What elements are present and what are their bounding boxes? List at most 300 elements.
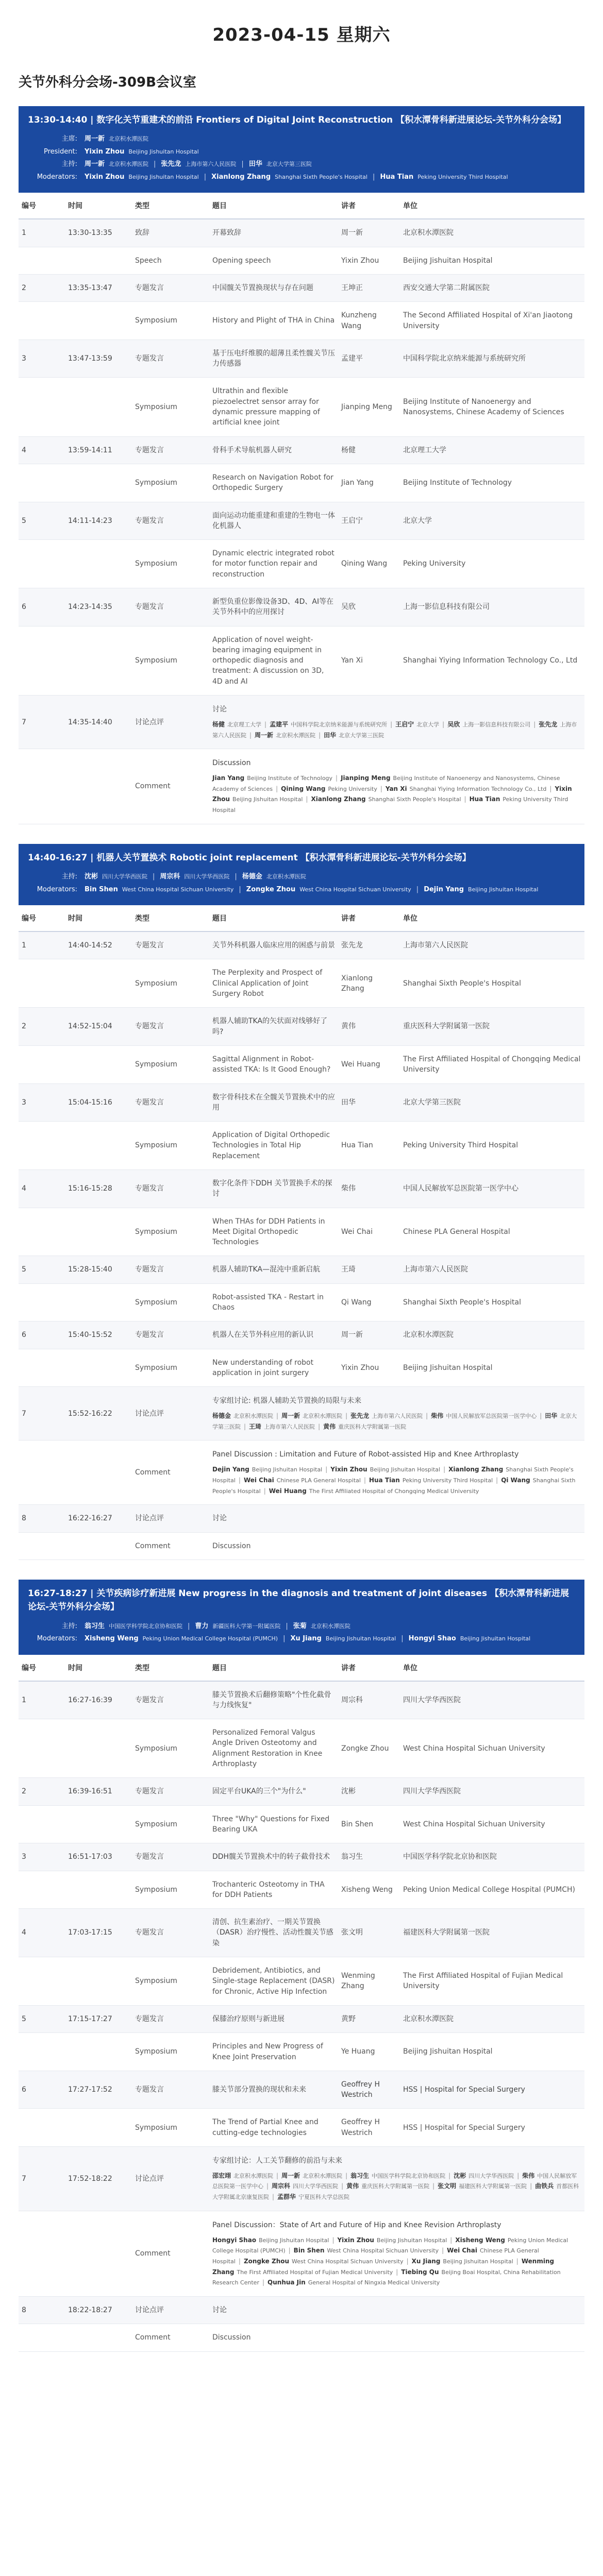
role-label: 主持: (61, 1622, 77, 1630)
session-role-row (28, 172, 575, 182)
cell-unit: Shanghai Sixth People's Hospital (400, 959, 584, 1008)
person-name: 杨德金 (212, 1412, 231, 1420)
person (281, 1412, 342, 1419)
person-affiliation: Beijing Boai Hospital, China Rehabilitation Research Center (212, 2268, 561, 2286)
person (438, 2182, 527, 2190)
table-row (19, 1208, 584, 1256)
person (293, 1622, 350, 1630)
person-affiliation: Beijing Jishuitan Hospital (468, 886, 539, 893)
person-name: Xianlong Zhang (211, 173, 271, 181)
person-affiliation: 上海市第六人民医院 (264, 1423, 315, 1430)
cell-topic: Three "Why" Questions for Fixed Bearing UKA (209, 1805, 338, 1843)
cell-unit: 北京大学第三医院 (400, 1083, 584, 1122)
cell-topic: Ultrathin and flexible piezoelectret sensor array for dynamic pressure mapping of artificial knee joint (209, 378, 338, 436)
separator: | (262, 2279, 265, 2286)
cell-no (19, 2211, 65, 2296)
cell-unit: Beijing Jishuitan Hospital (400, 2033, 584, 2071)
table-row (19, 464, 584, 502)
cell-topic: The Trend of Partial Knee and cutting-edge technologies (209, 2109, 338, 2147)
cell-discussion (209, 696, 584, 749)
cell-type: 专题发言 (132, 1170, 209, 1208)
table-row (19, 302, 584, 340)
cell-unit: 西安交通大学第二附属医院 (400, 274, 584, 301)
table-row (19, 2071, 584, 2109)
role-people (85, 134, 575, 144)
cell-time: 18:22-18:27 (65, 2297, 132, 2324)
separator: | (263, 1487, 266, 1495)
table-row (19, 274, 584, 301)
cell-unit: Beijing Institute of Technology (400, 464, 584, 502)
person-affiliation: General Hospital of Ningxia Medical University (308, 2279, 440, 2286)
separator: | (188, 1622, 190, 1630)
person (412, 2258, 513, 2265)
cell-no (19, 1532, 65, 1560)
cell-topic: Research on Navigation Robot for Orthopedic Surgery (209, 464, 338, 502)
person-name: 周一新 (255, 731, 274, 739)
separator: | (154, 160, 156, 168)
cell-discussion (209, 749, 584, 824)
cell-no (19, 1871, 65, 1909)
person-name: Zongke Zhou (246, 885, 296, 893)
cell-topic: Application of novel weight-bearing imaging equipment in orthopedic diagnosis and treatment: A discussion on 3D, 4D and AI (209, 626, 338, 695)
person (369, 1477, 493, 1484)
cell-unit: 中国科学院北京纳米能源与系统研究所 (400, 340, 584, 378)
cell-speaker: Wenming Zhang (338, 1957, 400, 2006)
person-name: 田华 (545, 1412, 558, 1420)
person-affiliation: Beijing Jishuitan Hospital (376, 2236, 447, 2244)
person (212, 1466, 322, 1473)
cell-time (65, 1283, 132, 1321)
person-affiliation: 福建医科大学附属第一医院 (459, 2183, 527, 2190)
column-header-unit: 单位 (400, 1655, 584, 1681)
cell-unit: The First Affiliated Hospital of Chongqing Medical University (400, 1045, 584, 1083)
cell-topic: 膝关节置换术后翻修策略"个性化截骨与力线恢复" (209, 1681, 338, 1719)
session-block (19, 106, 584, 824)
table-row (19, 436, 584, 464)
person-name: Xianlong Zhang (448, 1466, 504, 1473)
cell-no: 8 (19, 2297, 65, 2324)
cell-unit: 北京理工大学 (400, 436, 584, 464)
person-name: Hua Tian (369, 1476, 400, 1484)
cell-speaker: 张文明 (338, 1909, 400, 1957)
separator: | (332, 2236, 334, 2244)
cell-time: 13:47-13:59 (65, 340, 132, 378)
cell-type: 致辞 (132, 219, 209, 247)
cell-unit (400, 2324, 584, 2351)
table-row (19, 1957, 584, 2006)
cell-speaker: 翁习生 (338, 1843, 400, 1871)
cell-topic: 清创、抗生素治疗、一期关节置换（DASR）治疗慢性、活动性髋关节感染 (209, 1909, 338, 1957)
cell-unit: 重庆医科大学附属第一医院 (400, 1008, 584, 1046)
session-header (19, 844, 584, 905)
session-block (19, 844, 584, 1560)
cell-topic: 讨论 (209, 2297, 338, 2324)
person-affiliation: Beijing Jishuitan Hospital (128, 148, 199, 155)
cell-type: 专题发言 (132, 502, 209, 540)
separator: | (390, 720, 393, 728)
cell-topic: 新型负重位影像设备3D、4D、AI等在关节外科中的应用探讨 (209, 588, 338, 626)
person-affiliation: 北京大学第三医院 (212, 1413, 577, 1430)
person-name: Wei Huang (269, 1487, 307, 1495)
person-affiliation: Beijing Institute of Nanoenergy and Nanosystems, Chinese Academy of Sciences (212, 775, 560, 792)
cell-no: 3 (19, 1083, 65, 1122)
person-affiliation: West China Hospital Sichuan University (292, 2258, 404, 2265)
cell-speaker: 沈彬 (338, 1778, 400, 1805)
person-name: Xu Jiang (411, 2258, 441, 2265)
cell-time (65, 378, 132, 436)
cell-time: 17:03-17:15 (65, 1909, 132, 1957)
cell-speaker: 王琦 (338, 1256, 400, 1283)
person (330, 1466, 440, 1473)
cell-type: 专题发言 (132, 1909, 209, 1957)
person-name: 邵宏翊 (212, 2172, 231, 2179)
column-header-type: 类型 (132, 193, 209, 219)
person-name: Dejin Yang (212, 1466, 249, 1473)
session-title: 13:30-14:40 | 数字化关节重建术的前沿 Frontiers of Digital Joint Reconstruction 【积水潭骨科新进展论坛-关节外科分会场】 (28, 115, 566, 125)
person (311, 795, 461, 803)
person-name: 柴伟 (522, 2172, 535, 2179)
session-role-row (28, 885, 575, 895)
separator: | (272, 2193, 275, 2201)
person (270, 721, 387, 728)
person-name: Qining Wang (281, 785, 326, 792)
person (281, 2172, 342, 2179)
schedule-table (19, 905, 584, 1560)
cell-no (19, 464, 65, 502)
person (85, 173, 199, 181)
person-name: 张文明 (438, 2182, 457, 2190)
cell-unit: Beijing Jishuitan Hospital (400, 1349, 584, 1387)
separator: | (306, 795, 308, 803)
cell-type: 专题发言 (132, 436, 209, 464)
cell-unit: West China Hospital Sichuan University (400, 1719, 584, 1778)
column-header-time: 时间 (65, 193, 132, 219)
cell-unit: 中国医学科学院北京协和医院 (400, 1843, 584, 1871)
cell-no: 6 (19, 2071, 65, 2109)
session-header (19, 1580, 584, 1655)
separator: | (266, 2182, 269, 2190)
cell-time (65, 2109, 132, 2147)
separator: | (540, 1412, 542, 1420)
column-header-time: 时间 (65, 1655, 132, 1681)
cell-type: 专题发言 (132, 2071, 209, 2109)
person (255, 732, 315, 739)
cell-topic: 骨科手术导航机器人研究 (209, 436, 338, 464)
cell-unit: The First Affiliated Hospital of Fujian Medical University (400, 1957, 584, 2006)
cell-no: 5 (19, 502, 65, 540)
discussion-title: Panel Discussion : Limitation and Future of Robot-assisted Hip and Knee Arthroplasty (212, 1450, 519, 1459)
cell-no: 4 (19, 436, 65, 464)
cell-time (65, 464, 132, 502)
discussion-title: 专家组讨论: 机器人辅助关节置换的局限与未来 (212, 1397, 362, 1405)
cell-topic: 数字骨科技术在全髋关节置换术中的应用 (209, 1083, 338, 1122)
separator: | (406, 2258, 409, 2265)
cell-time (65, 1440, 132, 1505)
separator: | (286, 1622, 288, 1630)
person-affiliation: Shanghai Sixth People's Hospital (368, 796, 461, 803)
person (267, 2279, 440, 2286)
separator: | (516, 2258, 518, 2265)
cell-topic: Sagittal Alignment in Robot-assisted TKA: Is It Good Enough? (209, 1045, 338, 1083)
person-affiliation: 重庆医科大学附属第一医院 (338, 1423, 407, 1430)
cell-speaker: Hua Tian (338, 1122, 400, 1170)
schedule-table (19, 1655, 584, 2352)
cell-type: 讨论点评 (132, 2297, 209, 2324)
table-row (19, 247, 584, 274)
cell-no: 1 (19, 1681, 65, 1719)
separator: | (464, 795, 466, 803)
person-affiliation: 北京积水潭医院 (233, 2172, 274, 2179)
person-name: 孟建平 (270, 720, 289, 728)
person-name: 周宗科 (272, 2182, 291, 2190)
separator: | (496, 1476, 498, 1484)
cell-no: 5 (19, 2005, 65, 2032)
cell-unit: 上海市第六人民医院 (400, 931, 584, 959)
person-affiliation: 北京积水潭医院 (233, 1413, 274, 1420)
cell-type: Symposium (132, 1349, 209, 1387)
cell-time (65, 1045, 132, 1083)
table-row (19, 1805, 584, 1843)
person-name: Qi Wang (501, 1476, 530, 1484)
table-row (19, 502, 584, 540)
person-name: Hua Tian (380, 173, 414, 181)
separator: | (319, 731, 321, 739)
cell-no: 5 (19, 1256, 65, 1283)
person-affiliation: 中国医学科学院北京协和医院 (372, 2172, 446, 2179)
cell-time (65, 2324, 132, 2351)
cell-no: 2 (19, 274, 65, 301)
cell-type: Symposium (132, 2109, 209, 2147)
cell-type: 专题发言 (132, 1843, 209, 1871)
cell-topic: 保膝治疗原则与新进展 (209, 2005, 338, 2032)
cell-topic: 固定平台UKA的三个"为什么" (209, 1778, 338, 1805)
table-row (19, 2109, 584, 2147)
cell-topic: 数字化条件下DDH 关节置换手术的探讨 (209, 1170, 338, 1208)
cell-speaker: 周一新 (338, 219, 400, 247)
table-row (19, 2005, 584, 2032)
separator: | (450, 2236, 453, 2244)
cell-type: Symposium (132, 1871, 209, 1909)
cell-speaker: Wei Chai (338, 1208, 400, 1256)
person-affiliation: Beijing Jishuitan Hospital (232, 796, 303, 803)
cell-speaker: 孟建平 (338, 340, 400, 378)
role-people (85, 872, 575, 882)
cell-speaker: Xianlong Zhang (338, 959, 400, 1008)
table-row (19, 1045, 584, 1083)
cell-speaker: Ye Huang (338, 2033, 400, 2071)
cell-unit: HSS | Hospital for Special Surgery (400, 2071, 584, 2109)
cell-speaker: 黄野 (338, 2005, 400, 2032)
separator: | (238, 2258, 241, 2265)
cell-no: 3 (19, 1843, 65, 1871)
person-name: 周一新 (85, 160, 105, 168)
discussion-title: Panel Discussion：State of Art and Future of Hip and Knee Revision Arthroplasty (212, 2221, 501, 2229)
person-name: Xu Jiang (290, 1635, 322, 1643)
role-label: Moderators: (37, 173, 77, 181)
cell-no: 7 (19, 696, 65, 749)
person (212, 1412, 273, 1419)
cell-type: Comment (132, 2211, 209, 2296)
cell-speaker: 杨健 (338, 436, 400, 464)
cell-no (19, 626, 65, 695)
person-name: 吴欣 (447, 720, 460, 728)
person-affiliation: West China Hospital Sichuan University (299, 886, 411, 893)
cell-unit: Peking Union Medical College Hospital (PUMCH) (400, 1871, 584, 1909)
cell-speaker: Yixin Zhou (338, 1349, 400, 1387)
person-name: 田华 (248, 160, 262, 168)
person (350, 1412, 423, 1419)
cell-speaker: Wei Huang (338, 1045, 400, 1083)
cell-no (19, 302, 65, 340)
person (160, 873, 229, 880)
cell-no (19, 749, 65, 824)
cell-unit: Shanghai Sixth People's Hospital (400, 1283, 584, 1321)
cell-no: 8 (19, 1505, 65, 1532)
person-name: Xisheng Weng (455, 2236, 505, 2244)
table-row (19, 1008, 584, 1046)
cell-unit: Shanghai Yiying Information Technology Co., Ltd (400, 626, 584, 695)
person-affiliation: Beijing Jishuitan Hospital (460, 1635, 531, 1642)
cell-time: 15:16-15:28 (65, 1170, 132, 1208)
cell-speaker: 张先龙 (338, 931, 400, 959)
separator: | (318, 1422, 321, 1430)
separator: | (416, 885, 419, 893)
person-affiliation: 北京大学 (416, 721, 440, 728)
cell-no (19, 540, 65, 588)
table-row (19, 378, 584, 436)
role-label: Moderators: (37, 1635, 77, 1643)
cell-type: 讨论点评 (132, 2146, 209, 2211)
person-name: 柴伟 (431, 1412, 444, 1420)
separator: | (345, 2172, 348, 2179)
cell-topic: When THAs for DDH Patients in Meet Digital Orthopedic Technologies (209, 1208, 338, 1256)
cell-type: Symposium (132, 1805, 209, 1843)
separator: | (426, 1412, 428, 1420)
cell-speaker: Geoffrey H Westrich (338, 2071, 400, 2109)
discussion-title: 讨论 (212, 705, 227, 714)
table-row (19, 1681, 584, 1719)
separator: | (432, 2182, 435, 2190)
person-affiliation: 中国科学院北京纳米能源与系统研究所 (291, 721, 388, 728)
table-row (19, 696, 584, 749)
cell-no: 6 (19, 588, 65, 626)
person (290, 1635, 396, 1642)
person-name: 张先龙 (161, 160, 181, 168)
cell-unit: 四川大学华西医院 (400, 1778, 584, 1805)
person-name: Wei Chai (243, 1476, 274, 1484)
cell-time: 16:27-16:39 (65, 1681, 132, 1719)
person-affiliation: 北京积水潭医院 (266, 873, 306, 880)
cell-type: 专题发言 (132, 1681, 209, 1719)
separator: | (264, 720, 267, 728)
session-block (19, 1580, 584, 2352)
person (277, 2193, 349, 2200)
separator: | (244, 1422, 246, 1430)
cell-no: 2 (19, 1778, 65, 1805)
cell-time: 17:15-17:27 (65, 2005, 132, 2032)
cell-topic: New understanding of robot application in joint surgery (209, 1349, 338, 1387)
session-role-row (28, 1634, 575, 1644)
cell-topic: 膝关节部分置换的现状和未来 (209, 2071, 338, 2109)
person-name: 田华 (324, 731, 337, 739)
person (395, 721, 439, 728)
cell-speaker: 周一新 (338, 1321, 400, 1349)
person-affiliation: 北京大学第三医院 (339, 732, 384, 739)
person (161, 160, 236, 168)
person-affiliation: 中国人民解放军总医院第一医学中心 (212, 2172, 577, 2190)
person-name: 张菊 (293, 1622, 307, 1630)
column-header-no: 编号 (19, 905, 65, 931)
cell-speaker (338, 1505, 400, 1532)
person-affiliation: 重庆医科大学附属第一医院 (361, 2183, 430, 2190)
person (244, 1477, 361, 1484)
separator: | (345, 1412, 348, 1420)
cell-time (65, 1871, 132, 1909)
separator: | (288, 2247, 291, 2255)
column-header-unit: 单位 (400, 193, 584, 219)
person-affiliation: 北京大学第三医院 (266, 161, 312, 168)
cell-no (19, 1805, 65, 1843)
person-affiliation: The First Affiliated Hospital of Fujian Medical University (237, 2268, 393, 2276)
person-name: 沈彬 (85, 873, 98, 881)
role-label: Moderators: (37, 885, 77, 893)
person (85, 1635, 278, 1642)
cell-time (65, 1957, 132, 2006)
table-row (19, 1283, 584, 1321)
cell-time (65, 626, 132, 695)
person-affiliation: 北京积水潭医院 (310, 1622, 350, 1630)
person-affiliation: 首都医科大学附属北京康复医院 (212, 2183, 579, 2201)
session-title: 16:27-18:27 | 关节疾病诊疗新进展 New progress in the diagnosis and treatment of joint diseases 【积水潭骨科新进展论坛-关节外科分会场】 (28, 1588, 569, 1613)
separator: | (530, 2182, 532, 2190)
person-name: Hongyi Shao (408, 1635, 456, 1643)
cell-type: 专题发言 (132, 274, 209, 301)
column-header-speaker: 讲者 (338, 193, 400, 219)
person-affiliation: Beijing Jishuitan Hospital (259, 2236, 329, 2244)
cell-type: Comment (132, 2324, 209, 2351)
person-affiliation: Beijing Jishuitan Hospital (325, 1635, 396, 1642)
person-affiliation: The First Affiliated Hospital of Chongqing Medical University (309, 1487, 479, 1495)
table-row (19, 340, 584, 378)
cell-speaker: Yan Xi (338, 626, 400, 695)
cell-type: 专题发言 (132, 588, 209, 626)
cell-discussion (209, 1440, 584, 1505)
person-affiliation: 上海市第六人民医院 (212, 721, 577, 739)
cell-no (19, 1440, 65, 1505)
cell-type: Comment (132, 1532, 209, 1560)
cell-topic: Personalized Femoral Valgus Angle Driven Osteotomy and Alignment Restoration in Knee Arthroplasty (209, 1719, 338, 1778)
cell-type: Symposium (132, 302, 209, 340)
cell-topic: 机器人辅助TKA—混沌中重新启航 (209, 1256, 338, 1283)
cell-speaker: Kunzheng Wang (338, 302, 400, 340)
person-name: Jian Yang (212, 774, 245, 782)
person-name: 沈彬 (454, 2172, 466, 2179)
cell-unit: The Second Affiliated Hospital of Xi'an Jiaotong University (400, 302, 584, 340)
role-people (85, 172, 575, 182)
person-affiliation: 四川大学华西医院 (293, 2183, 339, 2190)
cell-time (65, 2211, 132, 2296)
separator: | (241, 160, 244, 168)
cell-time: 14:40-14:52 (65, 931, 132, 959)
cell-unit: 上海一影信息科技有限公司 (400, 588, 584, 626)
column-header-time: 时间 (65, 905, 132, 931)
cell-unit: 北京积水潭医院 (400, 2005, 584, 2032)
role-people (85, 147, 575, 157)
cell-type: 专题发言 (132, 1008, 209, 1046)
cell-discussion (209, 1387, 584, 1440)
person (431, 1412, 537, 1419)
person (85, 1622, 182, 1630)
